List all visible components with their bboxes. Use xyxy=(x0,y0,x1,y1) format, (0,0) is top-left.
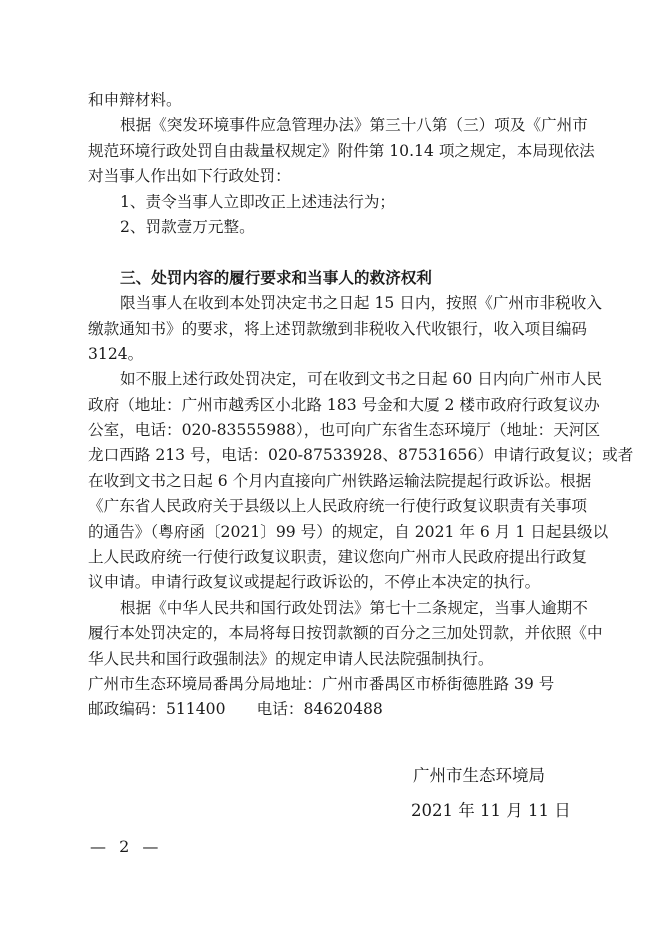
blank-line xyxy=(88,240,580,265)
text-line: 3124。 xyxy=(88,344,144,363)
text-line: 龙口西路 213 号，电话：020-87533928、87531656）申请行政复议；或者 xyxy=(88,446,634,465)
text-line: 根据《突发环境事件应急管理办法》第三十八第（三）项及《广州市 xyxy=(120,116,588,135)
signature-date: 2021 年 11 月 11 日 xyxy=(411,801,571,820)
text-line: 议申请。申请行政复议或提起行政诉讼的，不停止本决定的执行。 xyxy=(88,573,541,592)
text-line: 邮政编码：511400 电话：84620488 xyxy=(88,700,383,719)
text-line: 《广东省人民政府关于县级以上人民政府统一行使行政复议职责有关事项 xyxy=(88,497,588,516)
text-line: 2、罚款壹万元整。 xyxy=(120,217,255,236)
page-number: — 2 — xyxy=(90,837,163,856)
text-line: 根据《中华人民共和国行政处罚法》第七十二条规定，当事人逾期不 xyxy=(120,598,588,617)
signature-organization: 广州市生态环境局 xyxy=(413,766,545,785)
section-heading: 三、处罚内容的履行要求和当事人的救济权利 xyxy=(120,268,432,287)
text-line: 在收到文书之日起 6 个月内直接向广州铁路运输法院提起行政诉讼。根据 xyxy=(88,471,592,490)
text-line: 限当事人在收到本处罚决定书之日起 15 日内，按照《广州市非税收入 xyxy=(120,294,602,313)
text-line: 华人民共和国行政强制法》的规定申请人民法院强制执行。 xyxy=(88,649,494,668)
text-line: 和申辩材料。 xyxy=(88,91,182,109)
document-body xyxy=(88,88,634,723)
text-line: 如不服上述行政处罚决定，可在收到文书之日起 60 日内向广州市人民 xyxy=(120,370,602,389)
text-line: 上人民政府统一行使行政复议职责，建议您向广州市人民政府提出行政复 xyxy=(88,548,588,567)
text-line: 的通告》（粤府函〔2021〕99 号）的规定，自 2021 年 6 月 1 日起县级以 xyxy=(88,522,609,541)
text-line: 对当事人作出如下行政处罚： xyxy=(88,167,291,186)
text-line: 规范环境行政处罚自由裁量权规定》附件第 10.14 项之规定，本局现依法 xyxy=(88,141,595,160)
text-line: 公室，电话：020-83555988），也可向广东省生态环境厅（地址：天河区 xyxy=(88,421,601,440)
text-line: 政府（地址：广州市越秀区小北路 183 号金和大厦 2 楼市政府行政复议办 xyxy=(88,395,600,414)
text-line: 广州市生态环境局番禺分局地址：广州市番禺区市桥街德胜路 39 号 xyxy=(88,674,555,693)
text-line: 缴款通知书》的要求，将上述罚款缴到非税收入代收银行，收入项目编码 xyxy=(88,319,588,338)
text-line: 1、责令当事人立即改正上述违法行为； xyxy=(120,192,396,211)
text-line: 履行本处罚决定的，本局将每日按罚款额的百分之三加处罚款，并依照《中 xyxy=(88,624,603,643)
